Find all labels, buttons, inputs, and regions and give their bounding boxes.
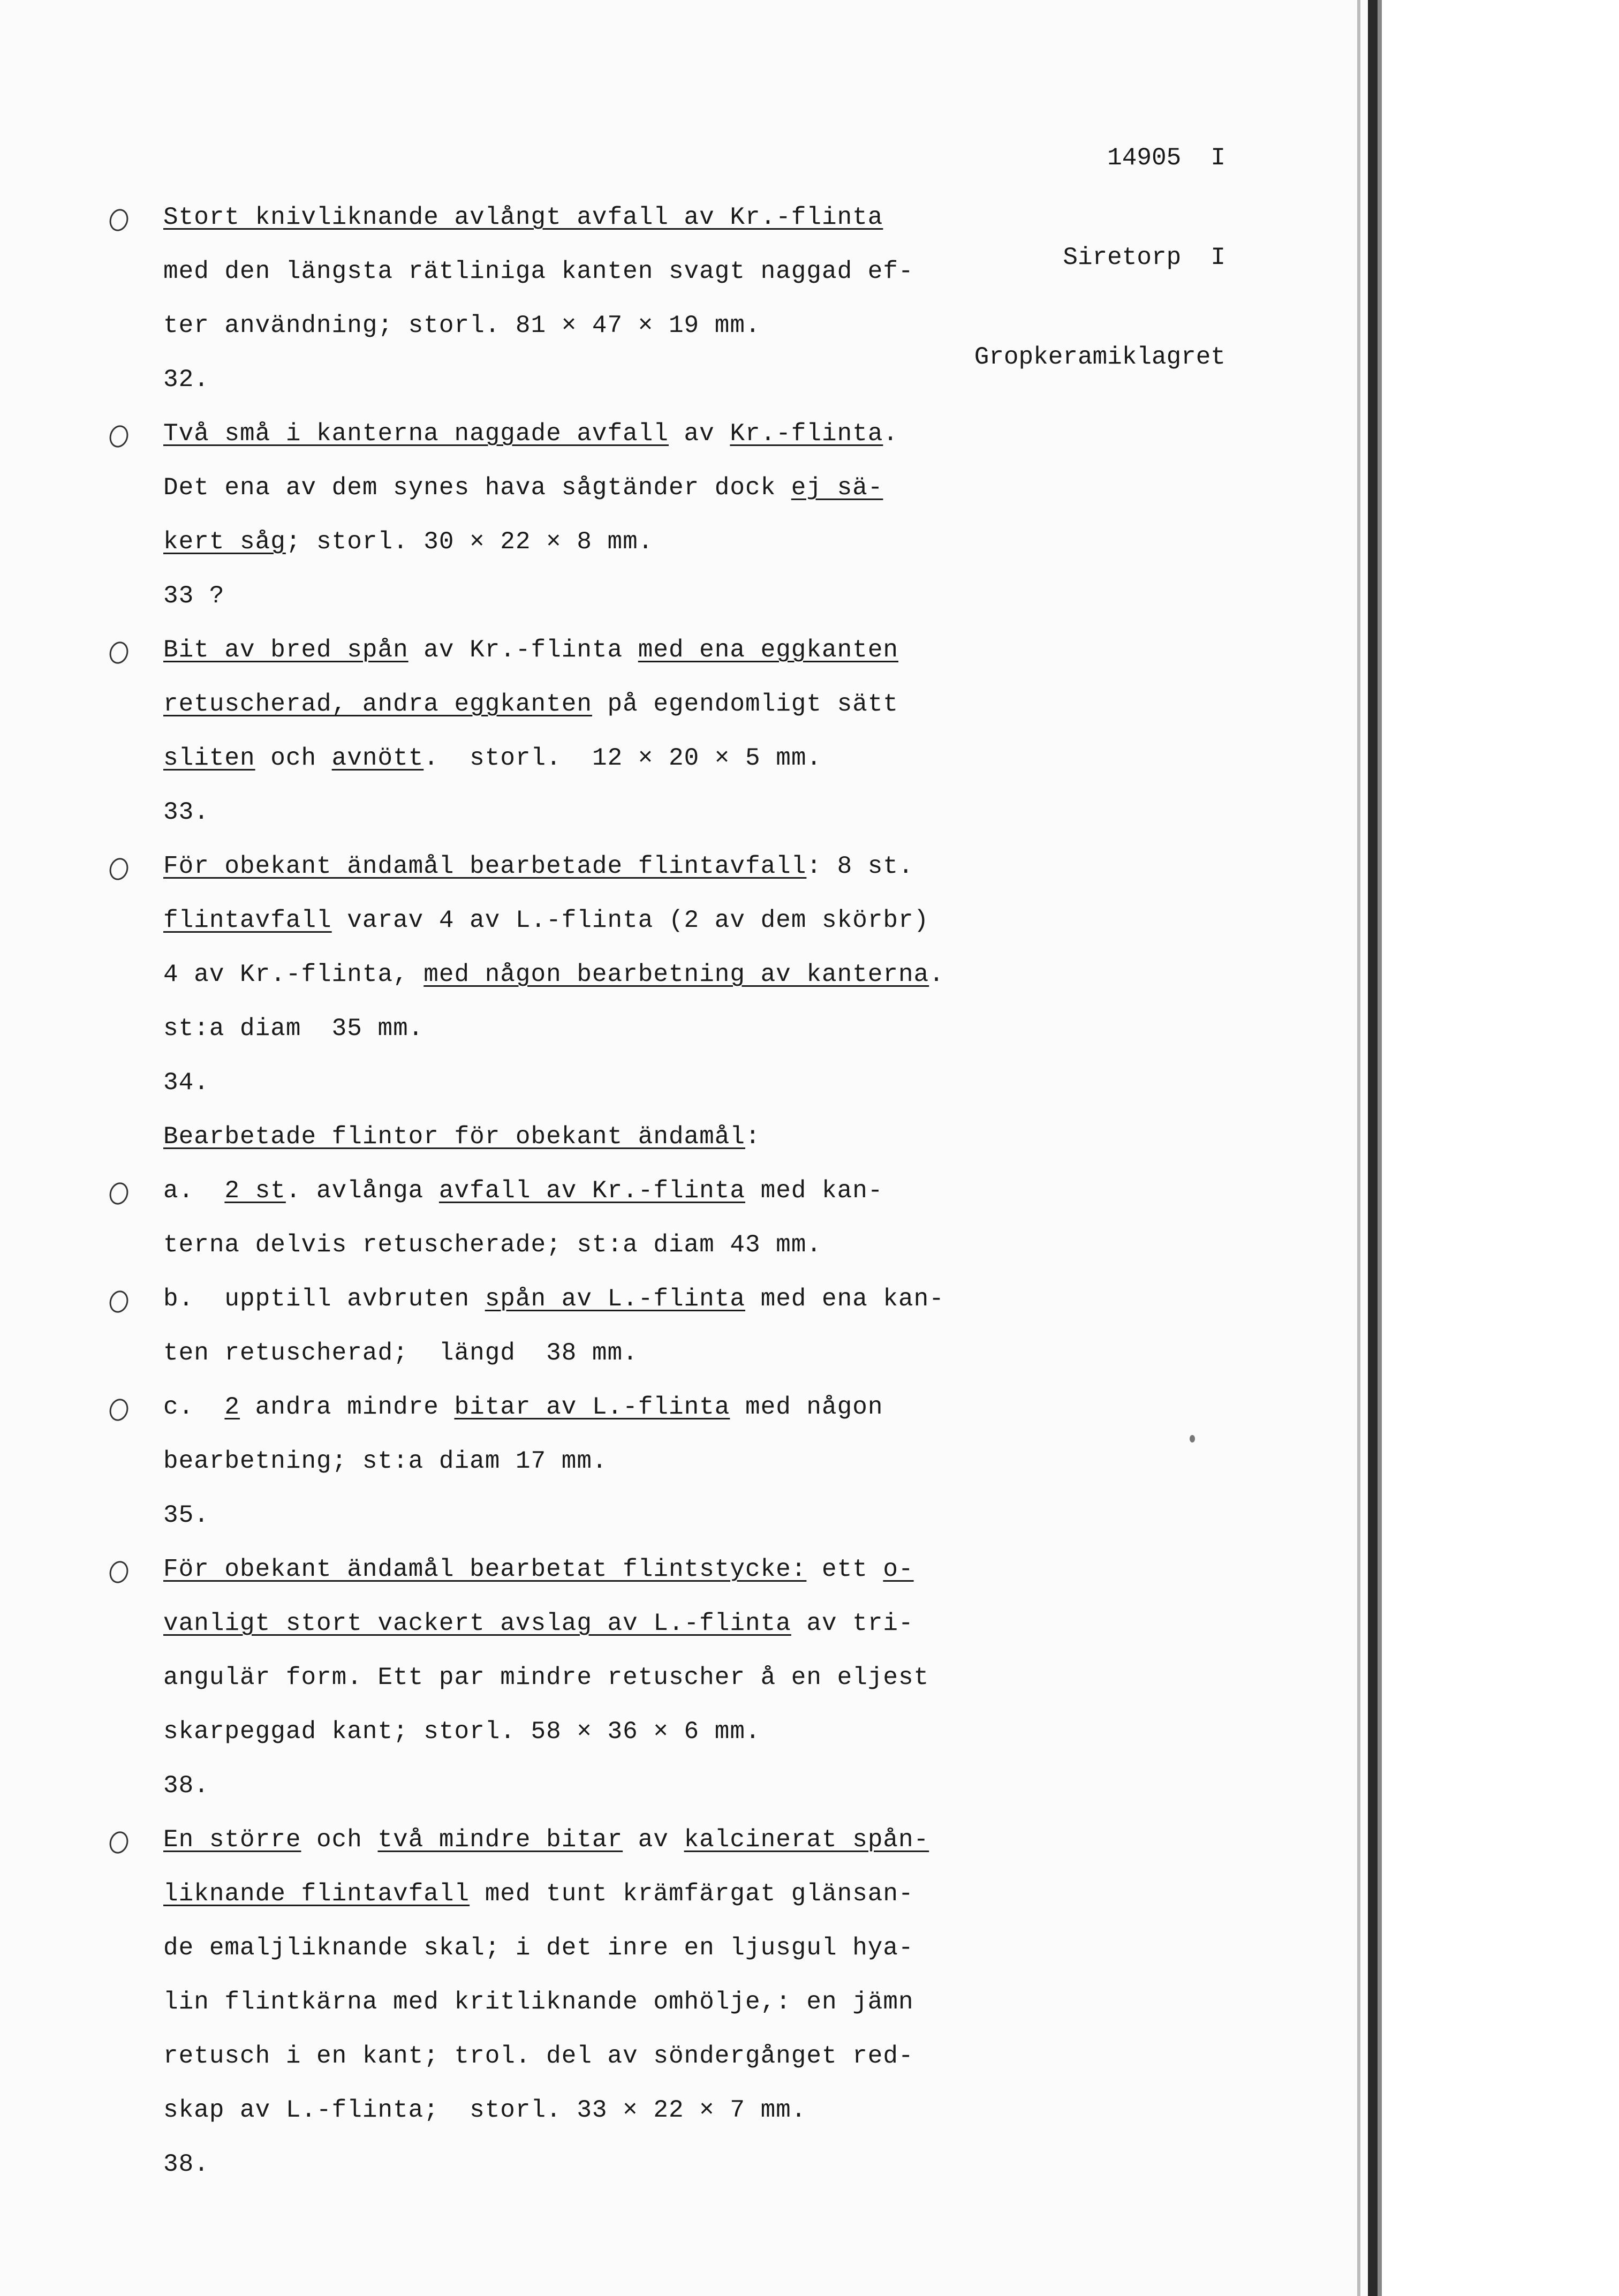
text-segment: st:a diam 35 mm. xyxy=(163,1015,424,1043)
text-line xyxy=(163,1610,914,1637)
text-segment: 38. xyxy=(163,1772,209,1800)
text-segment: . storl. 12 × 20 × 5 mm. xyxy=(423,744,822,772)
layer-name: Gropkeramiklagret xyxy=(974,343,1225,371)
text-segment: bearbetning; st:a diam 17 mm. xyxy=(163,1447,608,1475)
text-segment: c. xyxy=(163,1393,225,1421)
text-segment: terna delvis retuscherade; st:a diam 43 mm. xyxy=(163,1231,822,1259)
text-line xyxy=(163,582,224,610)
text-line xyxy=(163,1015,423,1043)
text-segment: av tri- xyxy=(791,1610,914,1637)
underlined-text: vanligt stort vackert avslag av L.-flinta xyxy=(163,1610,791,1637)
text-line xyxy=(163,474,883,502)
text-line xyxy=(163,1231,822,1259)
text-line xyxy=(163,528,653,556)
underlined-text: Bearbetade flintor för obekant ändamål xyxy=(163,1123,745,1151)
text-segment: b. upptill avbruten xyxy=(163,1285,485,1313)
underlined-text: 2 st xyxy=(224,1177,286,1205)
text-line xyxy=(163,1501,209,1529)
text-segment: : 8 st. xyxy=(806,852,914,880)
text-segment: med den längsta rätliniga kanten svagt naggad ef- xyxy=(163,258,914,285)
underlined-text: Stort knivliknande avlångt avfall av Kr.-flinta xyxy=(163,203,883,231)
text-line xyxy=(163,1880,914,1908)
paper-speck xyxy=(1190,1435,1195,1442)
text-line xyxy=(163,636,898,664)
underlined-text: 2 xyxy=(224,1393,240,1421)
text-line xyxy=(163,1772,209,1800)
text-segment: 33 ? xyxy=(163,582,225,610)
text-segment: 32. xyxy=(163,366,209,394)
text-segment: och xyxy=(255,744,332,772)
text-segment: skap av L.-flinta; storl. 33 × 22 × 7 mm. xyxy=(163,2096,807,2124)
underlined-text: avfall av Kr.-flinta xyxy=(438,1177,745,1205)
underlined-text: retuscherad, andra eggkanten xyxy=(163,690,592,718)
site-name: Siretorp I xyxy=(1063,244,1225,271)
text-line xyxy=(163,1555,914,1583)
text-segment: ; storl. 30 × 22 × 8 mm. xyxy=(285,528,654,556)
text-segment: skarpeggad kant; storl. 58 × 36 × 6 mm. xyxy=(163,1718,761,1746)
text-segment: de emaljliknande skal; i det inre en ljusgul hya- xyxy=(163,1934,914,1962)
text-segment: lin flintkärna med kritliknande omhölje,: en jämn xyxy=(163,1988,914,2016)
underlined-text: bitar av L.-flinta xyxy=(454,1393,730,1421)
text-line xyxy=(163,1988,914,2016)
underlined-text: Bit av bred spån xyxy=(163,636,408,664)
text-line xyxy=(163,1339,638,1367)
text-segment: med någon xyxy=(730,1393,883,1421)
underlined-text: För obekant ändamål bearbetade flintavfall xyxy=(163,852,807,880)
underlined-text: avnött xyxy=(331,744,424,772)
text-line xyxy=(163,852,914,880)
text-line xyxy=(163,1934,914,1962)
text-line xyxy=(163,2096,806,2124)
text-line xyxy=(163,312,761,339)
text-segment: . xyxy=(883,420,899,448)
underlined-text: kert såg xyxy=(163,528,286,556)
text-segment: . avlånga xyxy=(285,1177,439,1205)
text-line xyxy=(163,907,929,934)
underlined-text: liknande flintavfall xyxy=(163,1880,470,1908)
text-segment: 33. xyxy=(163,798,209,826)
text-segment: av Kr.-flinta xyxy=(408,636,638,664)
underlined-text: två mindre bitar xyxy=(377,1826,623,1854)
text-segment: . xyxy=(929,961,944,988)
text-line xyxy=(163,1177,883,1205)
text-line xyxy=(163,420,898,448)
text-line xyxy=(163,690,898,718)
page-edge xyxy=(1368,0,1378,2296)
text-segment: ett xyxy=(806,1555,883,1583)
text-line xyxy=(163,1718,761,1746)
text-line xyxy=(163,1447,608,1475)
underlined-text: sliten xyxy=(163,744,255,772)
text-line xyxy=(163,1285,944,1313)
text-segment: a. xyxy=(163,1177,225,1205)
page-fold-shadow xyxy=(1357,0,1360,2296)
text-line xyxy=(163,1393,883,1421)
text-segment: Det ena av dem synes hava sågtänder dock xyxy=(163,474,791,502)
underlined-text: ej sä- xyxy=(791,474,883,502)
text-line xyxy=(163,961,944,988)
text-segment: av xyxy=(623,1826,684,1854)
text-line xyxy=(163,1826,929,1854)
text-line xyxy=(163,366,209,394)
underlined-text: spån av L.-flinta xyxy=(485,1285,745,1313)
underlined-text: o- xyxy=(883,1555,914,1583)
text-line xyxy=(163,258,914,285)
text-segment: angulär form. Ett par mindre retuscher å en eljest xyxy=(163,1664,929,1691)
text-segment: : xyxy=(745,1123,761,1151)
text-segment: ten retuscherad; längd 38 mm. xyxy=(163,1339,638,1367)
text-segment: 4 av Kr.-flinta, xyxy=(163,961,424,988)
text-segment: 38. xyxy=(163,2150,209,2178)
text-segment: av xyxy=(668,420,730,448)
text-segment: och xyxy=(301,1826,378,1854)
text-segment: retusch i en kant; trol. del av söndergånget red- xyxy=(163,2042,914,2070)
text-segment: ter användning; storl. 81 × 47 × 19 mm. xyxy=(163,312,761,339)
document-header xyxy=(974,75,1225,407)
text-segment: på egendomligt sätt xyxy=(592,690,899,718)
text-line xyxy=(163,1123,761,1151)
text-line xyxy=(163,1664,929,1691)
underlined-text: flintavfall xyxy=(163,907,332,934)
underlined-text: med ena eggkanten xyxy=(638,636,899,664)
underlined-text: Två små i kanterna naggade avfall xyxy=(163,420,669,448)
underlined-text: En större xyxy=(163,1826,301,1854)
underlined-text: Kr.-flinta xyxy=(730,420,883,448)
text-segment: med ena kan- xyxy=(745,1285,944,1313)
text-line xyxy=(163,798,209,826)
text-segment: varav 4 av L.-flinta (2 av dem skörbr) xyxy=(331,907,929,934)
text-line xyxy=(163,744,822,772)
underlined-text: kalcinerat spån- xyxy=(684,1826,929,1854)
text-segment: andra mindre xyxy=(240,1393,455,1421)
underlined-text: med någon bearbetning av kanterna xyxy=(423,961,929,988)
background-margin xyxy=(1382,0,1619,2296)
text-line xyxy=(163,1069,209,1097)
catalog-number: 14905 I xyxy=(1107,144,1225,172)
page-edge-shadow xyxy=(1378,0,1382,2296)
text-segment: med tunt krämfärgat glänsan- xyxy=(470,1880,914,1908)
text-line xyxy=(163,2150,209,2178)
underlined-text: För obekant ändamål bearbetat flintstycke: xyxy=(163,1555,807,1583)
text-segment: 35. xyxy=(163,1501,209,1529)
text-line xyxy=(163,2042,914,2070)
text-segment: med kan- xyxy=(745,1177,883,1205)
text-segment: 34. xyxy=(163,1069,209,1097)
text-line xyxy=(163,203,883,231)
